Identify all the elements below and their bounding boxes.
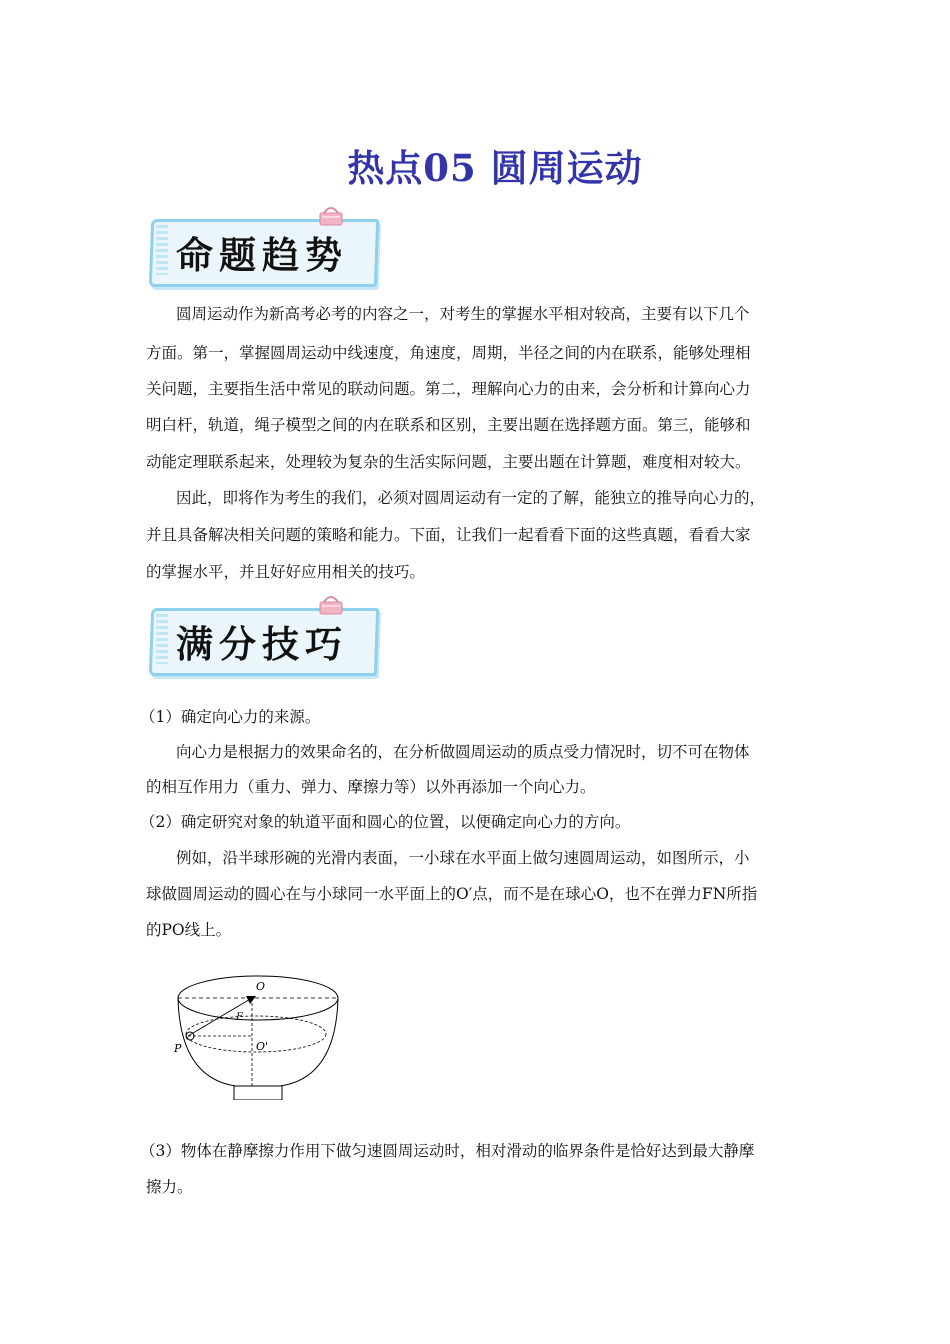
trend-line: 关问题，主要指生活中常见的联动问题。第二，理解向心力的由来，会分析和计算向心力 [146, 380, 751, 398]
label-f: F [236, 1012, 243, 1023]
section-banner-tips [150, 594, 380, 672]
label-o: O [256, 980, 266, 993]
label-p: P [174, 1042, 182, 1055]
page-title: 热点05 圆周运动 [347, 146, 643, 190]
trend-line: 方面。第一，掌握圆周运动中线速度，角速度，周期，半径之间的内在联系，能够处理相 [146, 344, 751, 362]
tips-line: 的相互作用力（重力、弹力、摩擦力等）以外再添加一个向心力。 [146, 778, 596, 796]
label-o-prime: O' [256, 1040, 269, 1053]
section-title-trend: 命题趋势 [176, 234, 348, 277]
trend-line: 的掌握水平，并且好好应用相关的技巧。 [146, 563, 426, 581]
tips-line: （2）确定研究对象的轨道平面和圆心的位置，以便确定向心力的方向。 [140, 813, 631, 831]
tips-line: （1）确定向心力的来源。 [140, 708, 321, 726]
trend-line: 明白杆，轨道，绳子模型之间的内在联系和区别，主要出题在选择题方面。第三，能够和 [146, 416, 751, 434]
binder-clip-icon [314, 205, 348, 227]
trend-line: 圆周运动作为新高考必考的内容之一，对考生的掌握水平相对较高，主要有以下几个 [176, 305, 750, 323]
trend-line: 动能定理联系起来，处理较为复杂的生活实际问题，主要出题在计算题，难度相对较大。 [146, 453, 751, 471]
trend-line: 因此，即将作为考生的我们，必须对圆周运动有一定的了解，能独立的推导向心力的， [176, 489, 766, 507]
tips-line: 例如，沿半球形碗的光滑内表面，一小球在水平面上做匀速圆周运动，如图所示，小 [176, 849, 750, 867]
tips-after-line: （3）物体在静摩擦力作用下做匀速圆周运动时，相对滑动的临界条件是恰好达到最大静摩 [140, 1142, 755, 1160]
tips-line: 球做圆周运动的圆心在与小球同一水平面上的O′点，而不是在球心O，也不在弹力FN所指 [146, 885, 758, 903]
tips-line: 的PO线上。 [146, 921, 232, 939]
section-title-tips: 满分技巧 [176, 623, 348, 666]
hemisphere-bowl-figure [170, 968, 350, 1100]
tips-line: 向心力是根据力的效果命名的，在分析做圆周运动的质点受力情况时，切不可在物体 [176, 743, 750, 761]
tips-after-line: 擦力。 [146, 1178, 193, 1196]
trend-line: 并且具备解决相关问题的策略和能力。下面，让我们一起看看下面的这些真题，看看大家 [146, 526, 751, 544]
binder-clip-icon [314, 594, 348, 616]
section-banner-trend [150, 205, 380, 283]
